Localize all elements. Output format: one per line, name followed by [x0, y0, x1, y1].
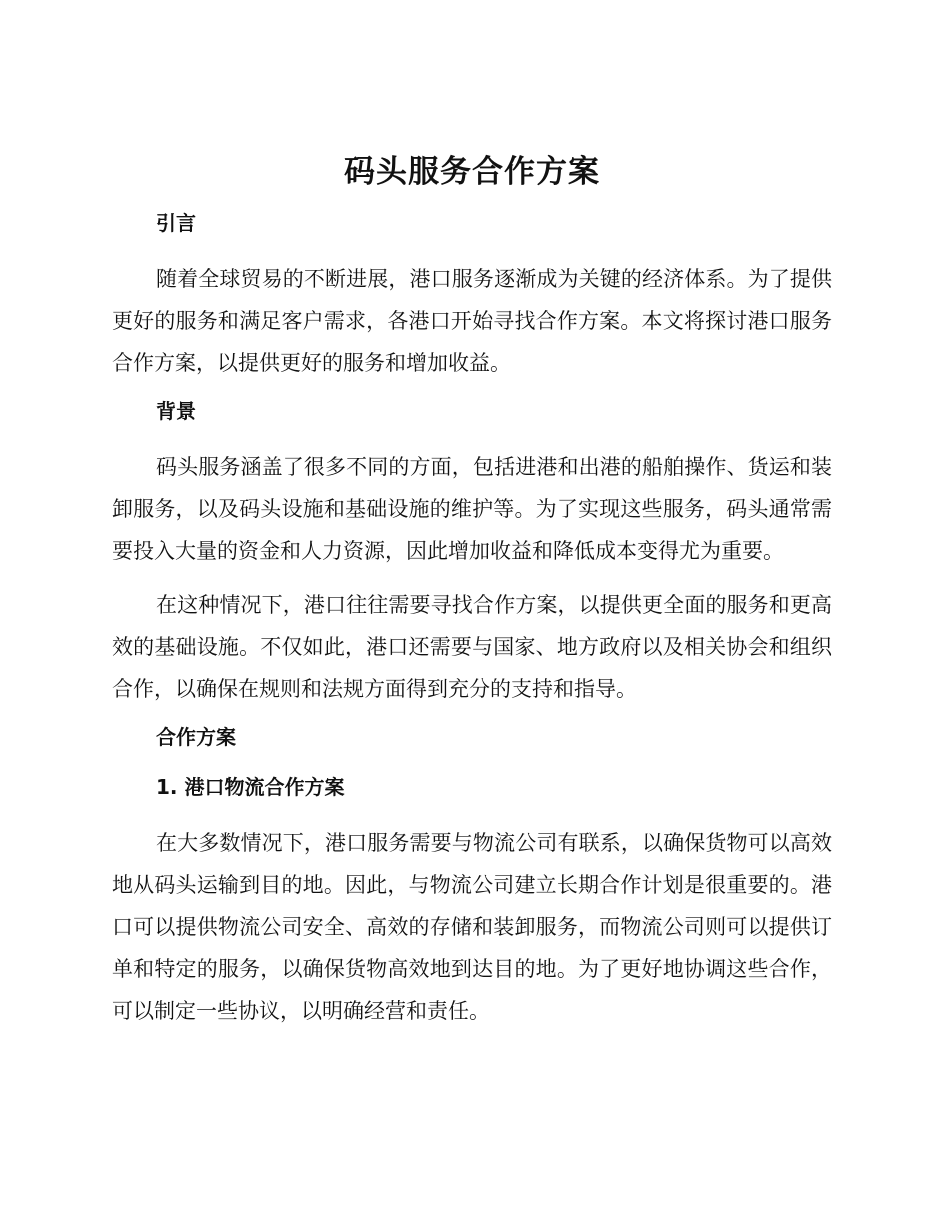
intro-paragraph: 随着全球贸易的不断进展，港口服务逐渐成为关键的经济体系。为了提供更好的服务和满足客户需求，各港口开始寻找合作方案。本文将探讨港口服务合作方案，以提供更好的服务和增加收益。 [112, 267, 832, 375]
logistics-paragraph: 在大多数情况下，港口服务需要与物流公司有联系，以确保货物可以高效地从码头运输到目的地。因此，与物流公司建立长期合作计划是很重要的。港口可以提供物流公司安全、高效的存储和装卸服务，而物流公司则可以提供订单和特定的服务，以确保货物高效地到达目的地。为了更好地协调这些合作，可以制定一些协议，以明确经营和责任。 [112, 831, 832, 1023]
section-heading-background: 背景 [156, 399, 196, 423]
document-page [112, 150, 832, 1044]
section-heading-cooperation: 合作方案 [156, 725, 236, 749]
background-paragraph-1: 码头服务涵盖了很多不同的方面，包括进港和出港的船舶操作、货运和装卸服务，以及码头设施和基础设施的维护等。为了实现这些服务，码头通常需要投入大量的资金和人力资源，因此增加收益和降低成本变得尤为重要。 [112, 455, 832, 563]
subsection-heading-logistics: 1. 港口物流合作方案 [156, 775, 345, 799]
document-title: 码头服务合作方案 [344, 154, 600, 190]
background-paragraph-2: 在这种情况下，港口往往需要寻找合作方案，以提供更全面的服务和更高效的基础设施。不仅如此，港口还需要与国家、地方政府以及相关协会和组织合作，以确保在规则和法规方面得到充分的支持和指导。 [112, 593, 832, 701]
section-heading-intro: 引言 [156, 211, 196, 235]
